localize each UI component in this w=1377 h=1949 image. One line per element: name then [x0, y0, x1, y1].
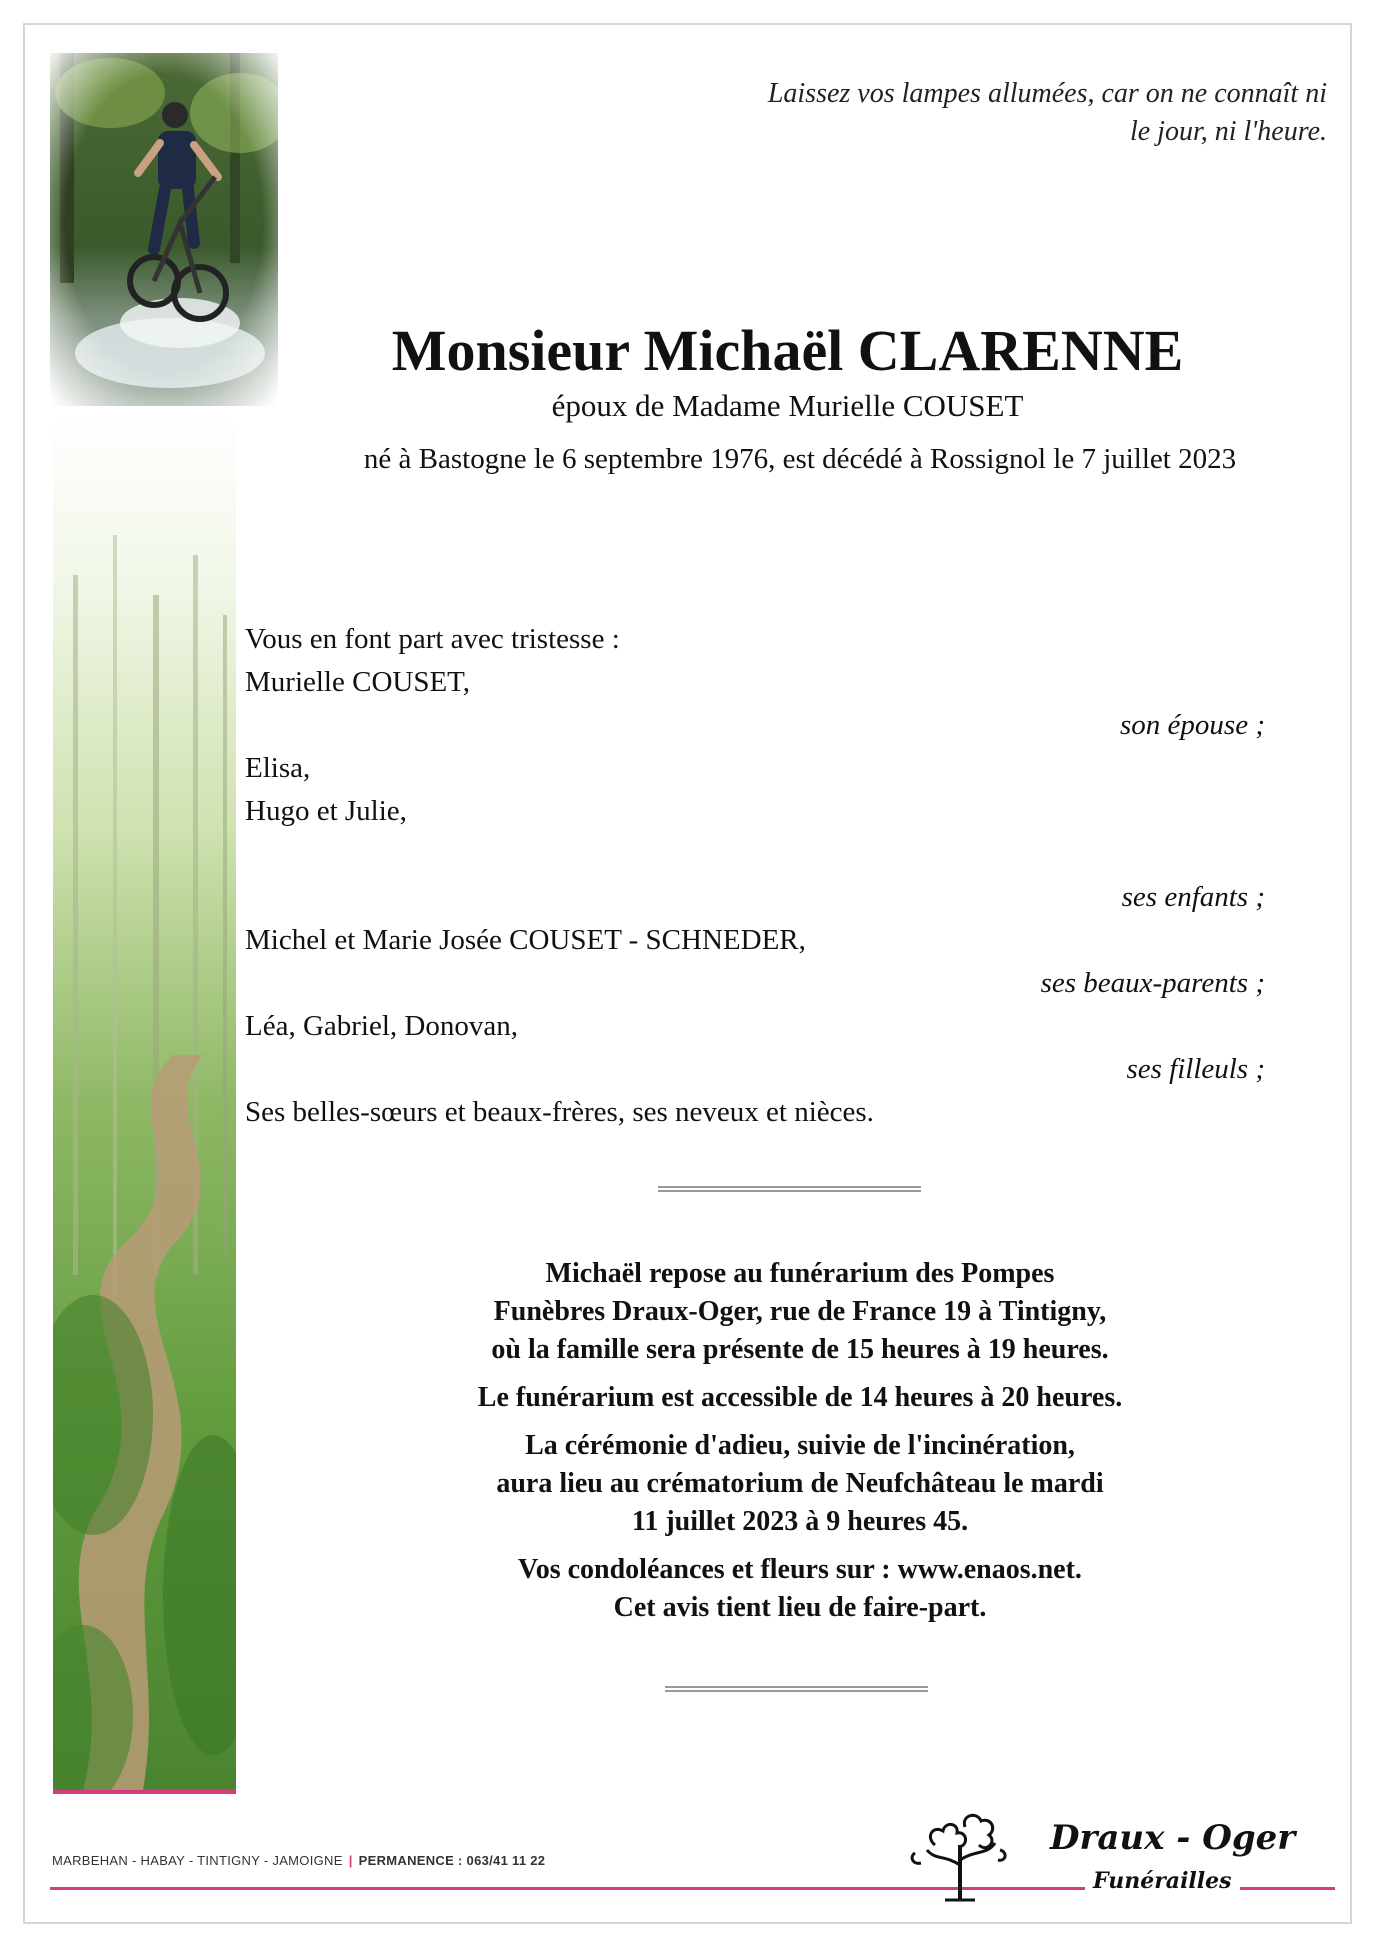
info-line: où la famille sera présente de 15 heures à 19 heures.: [491, 1334, 1109, 1365]
relationship-label: son épouse ;: [1120, 709, 1265, 741]
info-paragraph: [380, 1379, 1220, 1417]
family-member-line: Ses belles-sœurs et beaux-frères, ses neveux et nièces.: [245, 1096, 874, 1128]
family-member-line: Hugo et Julie,: [245, 795, 407, 827]
portrait-photo: [50, 53, 278, 406]
company-logo-name: Draux - Oger: [1050, 1818, 1296, 1858]
left-accent-rule: [53, 1790, 236, 1794]
tree-logo-icon: [905, 1805, 1015, 1905]
family-member-line: Elisa,: [245, 752, 311, 784]
info-paragraph: [380, 1427, 1220, 1541]
info-line: Funèbres Draux-Oger, rue de France 19 à Tintigny,: [493, 1296, 1107, 1327]
info-line: Cet avis tient lieu de faire-part.: [613, 1592, 987, 1623]
funeral-info: [380, 1255, 1220, 1637]
family-list: [245, 618, 1265, 1134]
relationship-label: ses enfants ;: [1121, 881, 1265, 913]
footer-separator: |: [348, 1853, 353, 1868]
info-line: 11 juillet 2023 à 9 heures 45.: [631, 1506, 969, 1537]
info-line: La cérémonie d'adieu, suivie de l'incinération,: [525, 1430, 1075, 1461]
birth-death-line: né à Bastogne le 6 septembre 1976, est décédé à Rossignol le 7 juillet 2023: [363, 443, 1237, 475]
family-member-line: Vous en font part avec tristesse :: [245, 623, 620, 655]
family-member-line: Michel et Marie Josée COUSET - SCHNEDER,: [245, 924, 806, 956]
info-line: aura lieu au crématorium de Neufchâteau le mardi: [496, 1468, 1104, 1499]
relationship-label: ses filleuls ;: [1126, 1053, 1265, 1085]
info-line: Le funérarium est accessible de 14 heures à 20 heures.: [477, 1382, 1123, 1413]
family-member-line: Murielle COUSET,: [245, 666, 470, 698]
locations-text: MARBEHAN - HABAY - TINTIGNY - JAMOIGNE: [52, 1853, 343, 1868]
footer-locations: [52, 1853, 545, 1868]
info-paragraph: [380, 1551, 1220, 1627]
divider: [665, 1686, 928, 1692]
forest-path-image: [53, 415, 236, 1790]
spacer-line: [245, 833, 1265, 876]
divider: [658, 1186, 921, 1192]
info-paragraph: [380, 1255, 1220, 1369]
info-line: Michaël repose au funérarium des Pompes: [545, 1258, 1055, 1289]
spouse-line: époux de Madame Murielle COUSET: [551, 388, 1024, 423]
company-logo-subtitle: Funérailles: [1085, 1868, 1240, 1894]
deceased-name: Monsieur Michaël CLARENNE: [391, 318, 1184, 383]
info-line: Vos condoléances et fleurs sur : www.enaos.net.: [518, 1554, 1082, 1585]
epigraph-quote: [627, 75, 1327, 151]
relationship-label: ses beaux-parents ;: [1040, 967, 1265, 999]
quote-line-1: Laissez vos lampes allumées, car on ne connaît ni: [767, 78, 1327, 109]
family-member-line: Léa, Gabriel, Donovan,: [245, 1010, 518, 1042]
quote-line-2: le jour, ni l'heure.: [1129, 116, 1327, 147]
permanence-phone: PERMANENCE : 063/41 11 22: [358, 1853, 546, 1868]
